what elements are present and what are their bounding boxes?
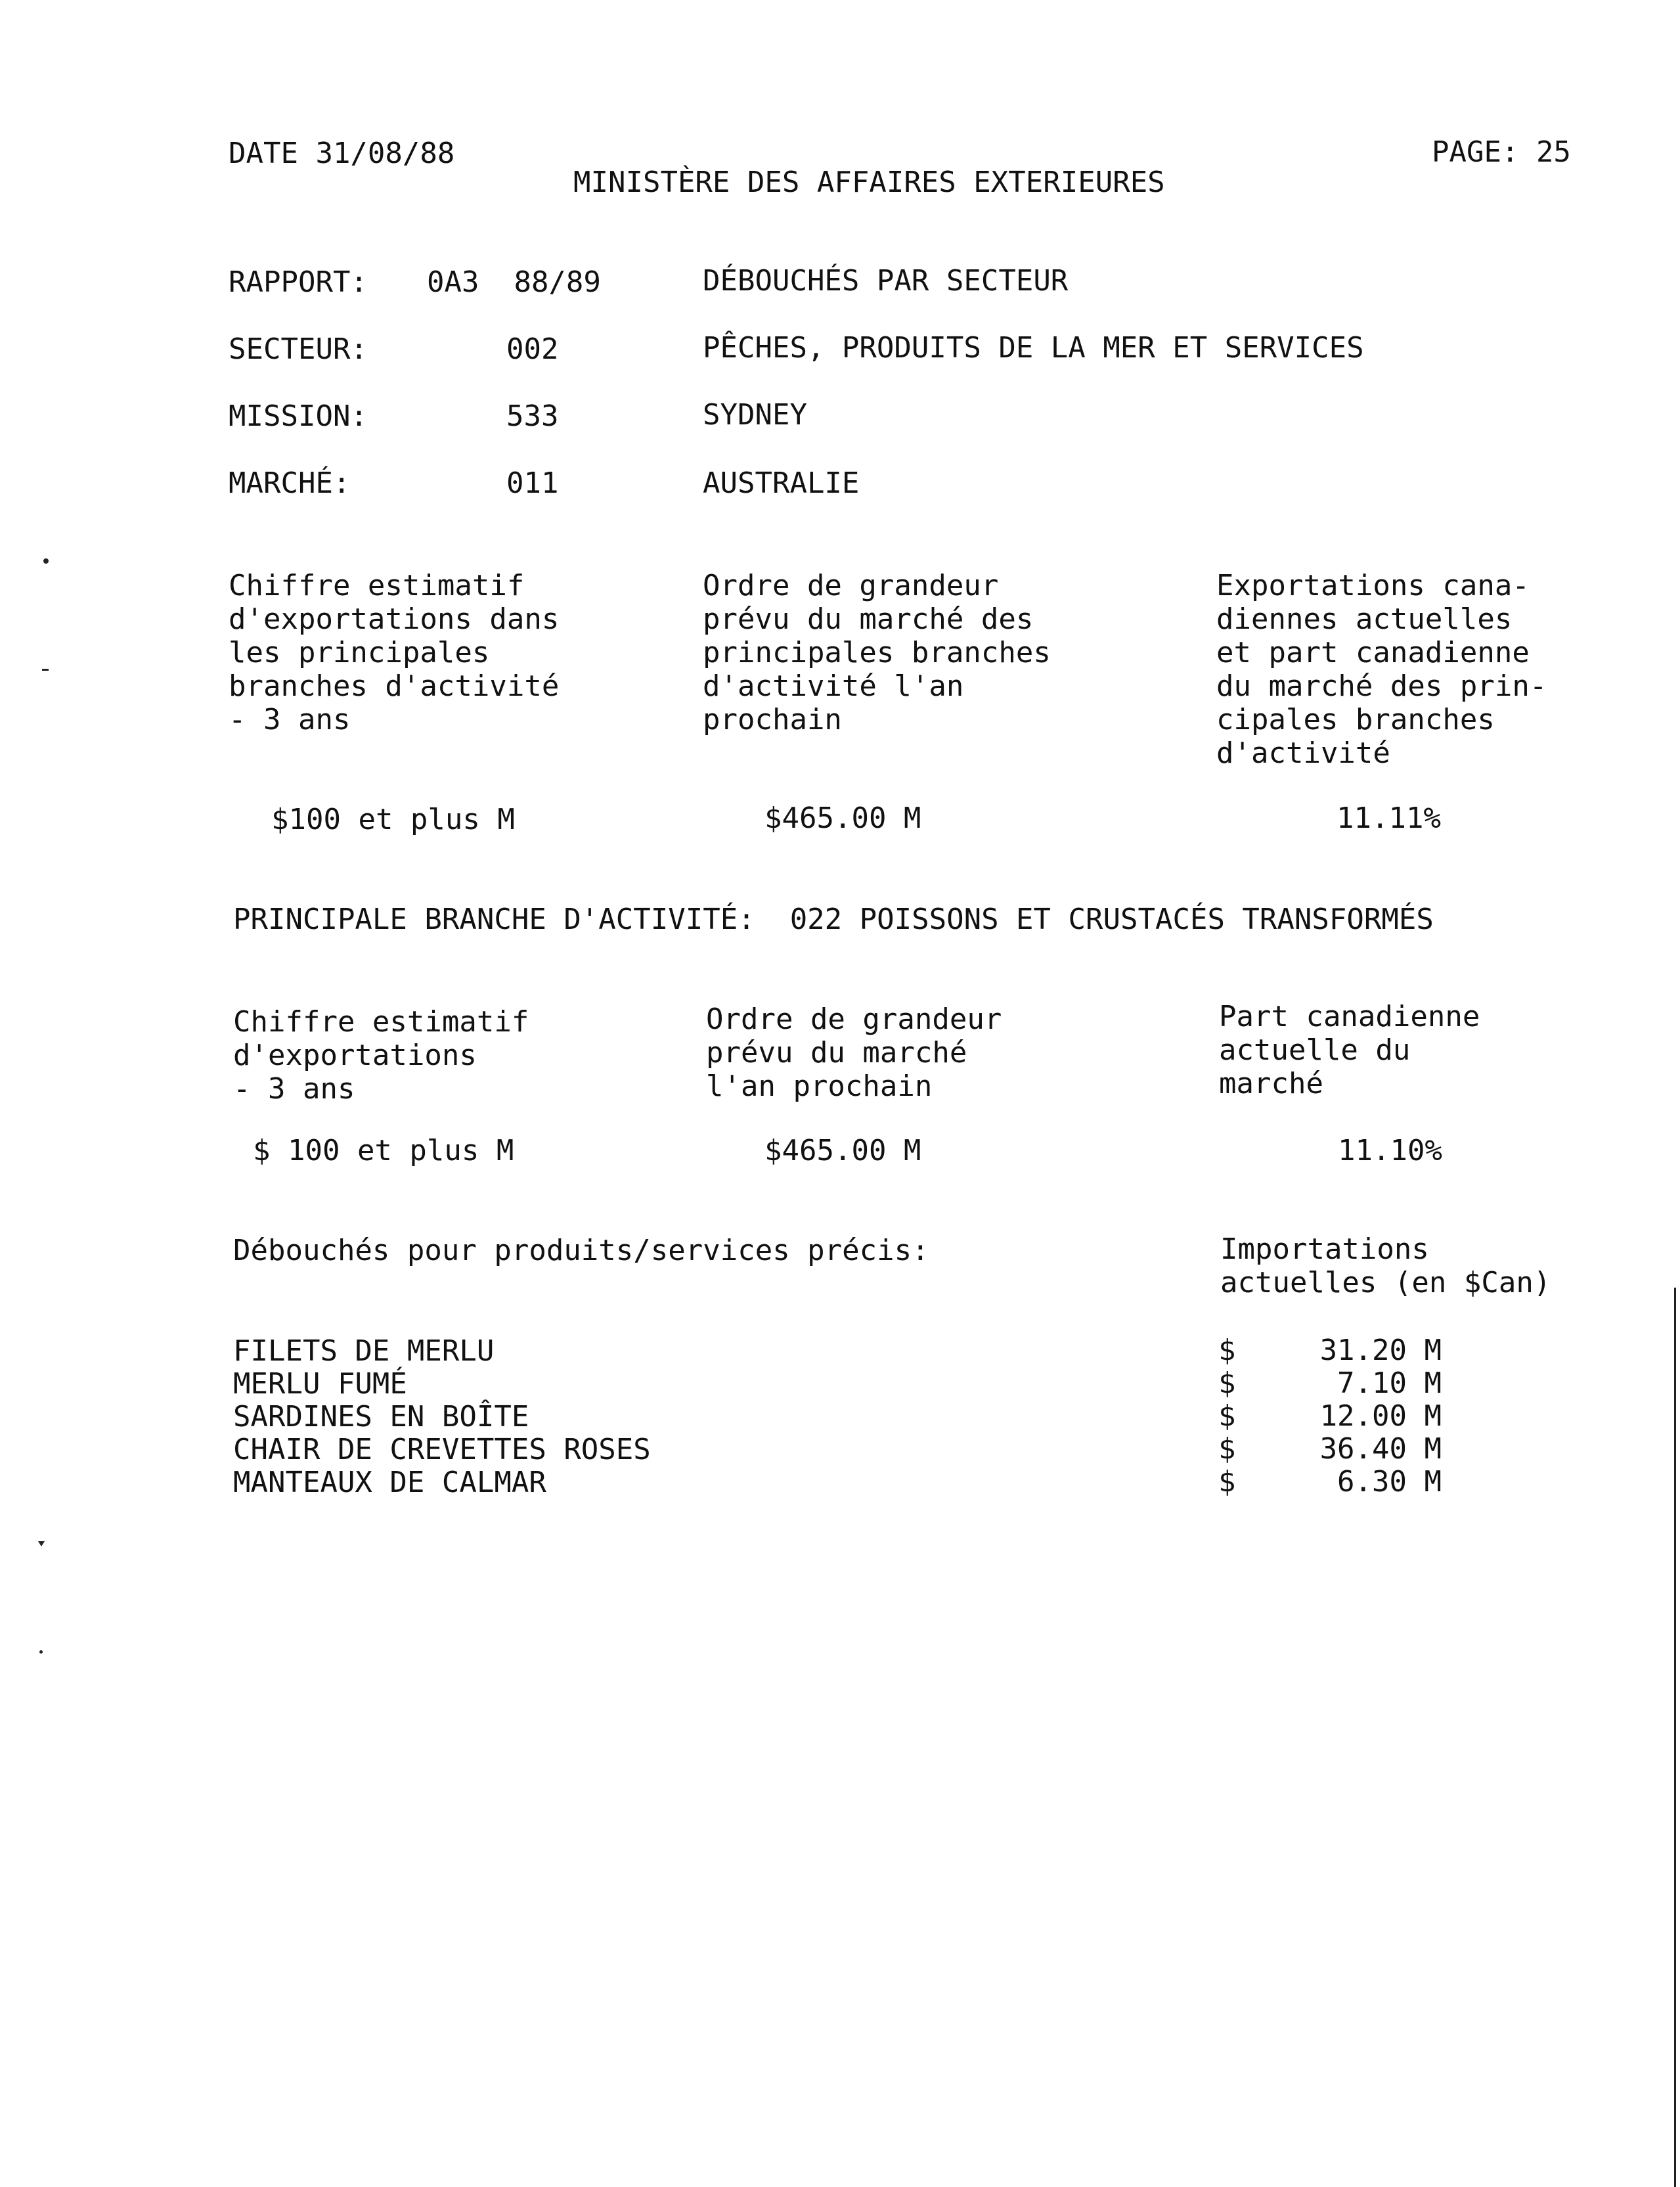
rapport-label: RAPPORT: (229, 265, 368, 299)
header-line: actuelles (en $Can) (1220, 1266, 1551, 1299)
import-amount-row (1218, 1334, 1442, 1367)
currency-symbol: $ (1218, 1399, 1236, 1433)
header-line: d'exportations (233, 1039, 477, 1072)
currency-symbol: $ (1218, 1465, 1236, 1499)
ministry-title: MINISTÈRE DES AFFAIRES EXTERIEURES (573, 166, 1165, 199)
currency-symbol: $ (1218, 1334, 1236, 1367)
currency-symbol: $ (1218, 1432, 1236, 1466)
import-amount-row (1218, 1399, 1442, 1433)
header-line: prochain (703, 703, 842, 736)
header-line: branches d'activité (229, 669, 560, 703)
currency-symbol: $ (1218, 1366, 1236, 1400)
branch-canadian-share-value: 11.10% (1338, 1134, 1442, 1167)
import-amount: 31.20 M (1319, 1334, 1442, 1367)
products-heading: Débouchés pour produits/services précis: (233, 1234, 929, 1267)
header-line: prévu du marché des (703, 602, 1034, 636)
header-line: les principales (229, 636, 490, 669)
product-name: FILETS DE MERLU (233, 1334, 495, 1368)
marche-code: 011 (506, 466, 559, 500)
imports-heading (1220, 1232, 1551, 1299)
report-date: DATE 31/08/88 (229, 137, 455, 170)
branch-export-estimate-header (233, 1005, 529, 1106)
import-amount: 36.40 M (1319, 1432, 1442, 1466)
header-line: l'an prochain (706, 1070, 933, 1103)
header-line: Exportations cana- (1216, 569, 1530, 602)
branch-export-estimate-value: $ 100 et plus M (253, 1134, 514, 1167)
import-amount-row (1218, 1465, 1442, 1499)
header-line: Ordre de grandeur (703, 569, 999, 602)
sector-canadian-share-header (1216, 569, 1547, 770)
header-line: d'activité (1216, 736, 1390, 770)
sector-export-estimate-header (229, 569, 559, 736)
branch-canadian-share-header (1219, 1000, 1480, 1100)
header-line: Chiffre estimatif (229, 569, 525, 602)
header-line: actuelle du (1219, 1033, 1411, 1067)
secteur-label: SECTEUR: (229, 332, 368, 366)
import-amount: 6.30 M (1337, 1465, 1442, 1499)
secteur-value: PÊCHES, PRODUITS DE LA MER ET SERVICES (703, 331, 1364, 365)
import-amount-row (1218, 1366, 1442, 1400)
sector-market-size-value: $465.00 M (764, 801, 921, 835)
header-line: Ordre de grandeur (706, 1003, 1002, 1036)
sector-canadian-share-value: 11.11% (1337, 801, 1441, 835)
mission-label: MISSION: (229, 399, 368, 433)
marche-value: AUSTRALIE (703, 466, 860, 500)
header-line: du marché des prin- (1216, 669, 1547, 703)
product-name: CHAIR DE CREVETTES ROSES (233, 1433, 651, 1466)
import-amount-row (1218, 1432, 1442, 1466)
header-line: marché (1219, 1067, 1323, 1100)
header-line: prévu du marché (706, 1036, 967, 1070)
scan-mark (38, 1541, 45, 1546)
header-line: principales branches (703, 636, 1051, 669)
header-line: Importations (1220, 1232, 1429, 1266)
header-line: Chiffre estimatif (233, 1005, 529, 1039)
scan-mark (39, 1650, 43, 1654)
product-list (233, 1335, 651, 1499)
mission-code: 533 (506, 399, 559, 433)
scan-edge-line (1674, 1288, 1676, 2187)
branch-market-size-header (706, 1003, 1002, 1103)
punch-mark (43, 558, 49, 564)
header-line: - 3 ans (229, 703, 351, 736)
header-line: d'activité l'an (703, 669, 964, 703)
sector-export-estimate-value: $100 et plus M (271, 803, 515, 836)
marche-label: MARCHÉ: (229, 466, 351, 500)
page-number: PAGE: 25 (1432, 135, 1571, 169)
header-line: d'exportations dans (229, 602, 560, 636)
branch-title: PRINCIPALE BRANCHE D'ACTIVITÉ: 022 POISSONS ET CRUSTACÉS TRANSFORMÉS (233, 903, 1434, 936)
header-line: et part canadienne (1216, 636, 1530, 669)
header-line: diennes actuelles (1216, 602, 1513, 636)
product-name: MANTEAUX DE CALMAR (233, 1466, 546, 1499)
import-amount: 12.00 M (1319, 1399, 1442, 1433)
rapport-code: 0A3 88/89 (427, 265, 601, 299)
import-amount: 7.10 M (1337, 1366, 1442, 1400)
product-name: MERLU FUMÉ (233, 1367, 407, 1401)
header-line: cipales branches (1216, 703, 1495, 736)
mission-value: SYDNEY (703, 398, 807, 432)
branch-market-size-value: $465.00 M (764, 1134, 921, 1167)
sector-market-size-header (703, 569, 1051, 736)
header-line: - 3 ans (233, 1072, 355, 1106)
header-line: Part canadienne (1219, 1000, 1480, 1033)
secteur-code: 002 (506, 332, 559, 366)
product-name: SARDINES EN BOÎTE (233, 1400, 529, 1433)
scan-mark (42, 669, 49, 671)
rapport-value: DÉBOUCHÉS PAR SECTEUR (703, 264, 1069, 298)
